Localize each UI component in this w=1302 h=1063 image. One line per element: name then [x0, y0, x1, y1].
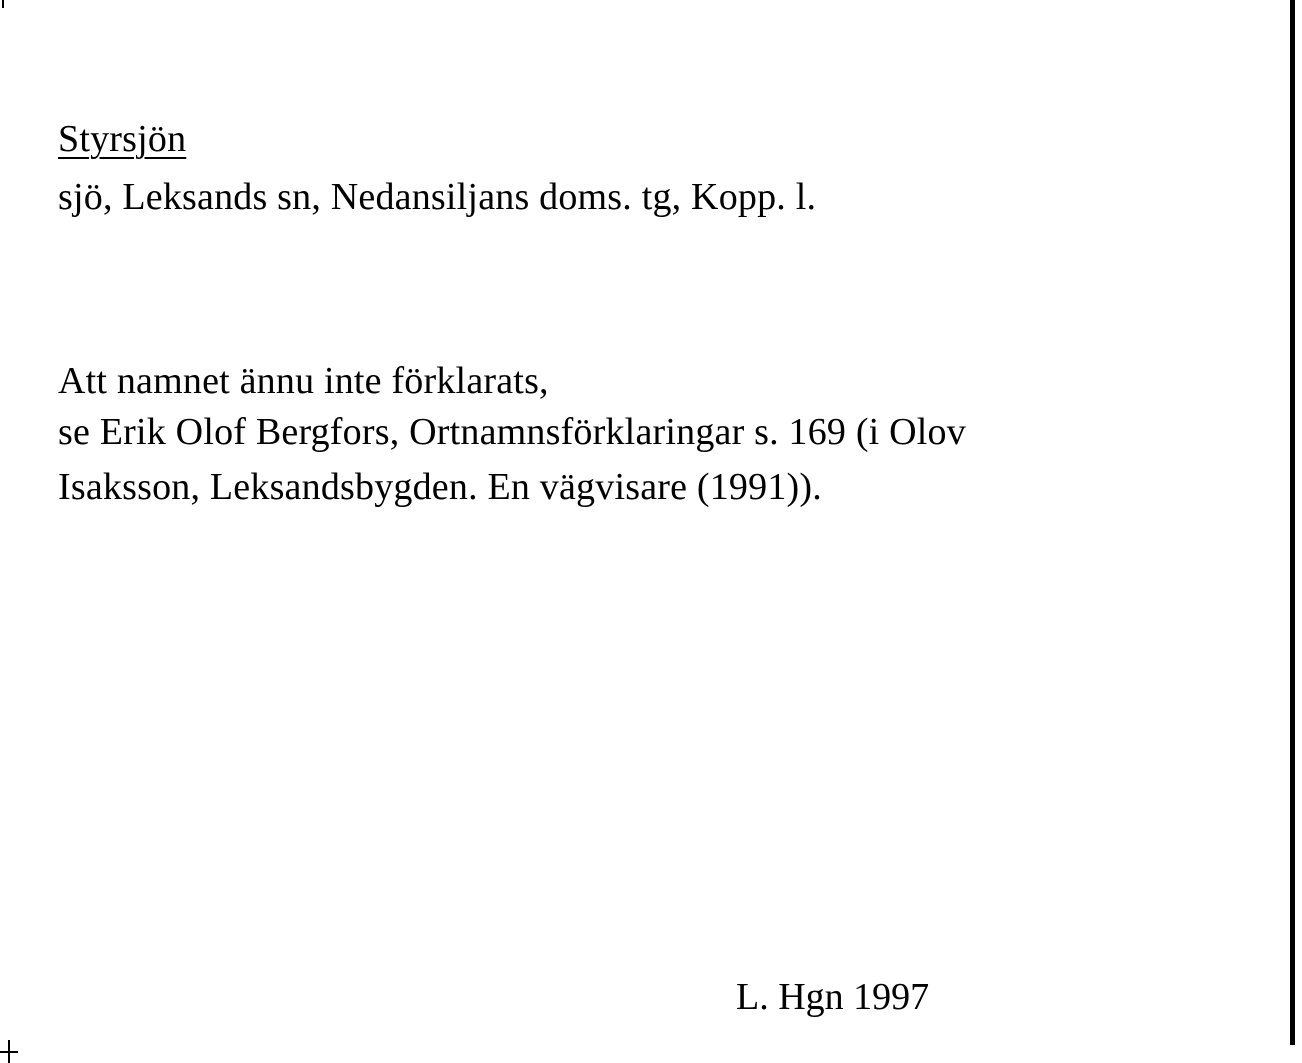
corner-mark-top [2, 0, 4, 8]
note-line: se Erik Olof Bergfors, Ortnamnsförklaringar s. 169 (i Olov [58, 411, 966, 453]
description: sjö, Leksands sn, Nedansiljans doms. tg, Kopp. l. [58, 176, 817, 218]
card-right-border [1290, 0, 1295, 1045]
note-line: Isaksson, Leksandsbygden. En vägvisare (1991)). [58, 466, 822, 508]
signature: L. Hgn 1997 [736, 976, 930, 1018]
note-line: Att namnet ännu inte förklarats, [58, 360, 549, 402]
corner-mark-bottom-horizontal [0, 1051, 18, 1053]
headword: Styrsjön [58, 118, 187, 160]
